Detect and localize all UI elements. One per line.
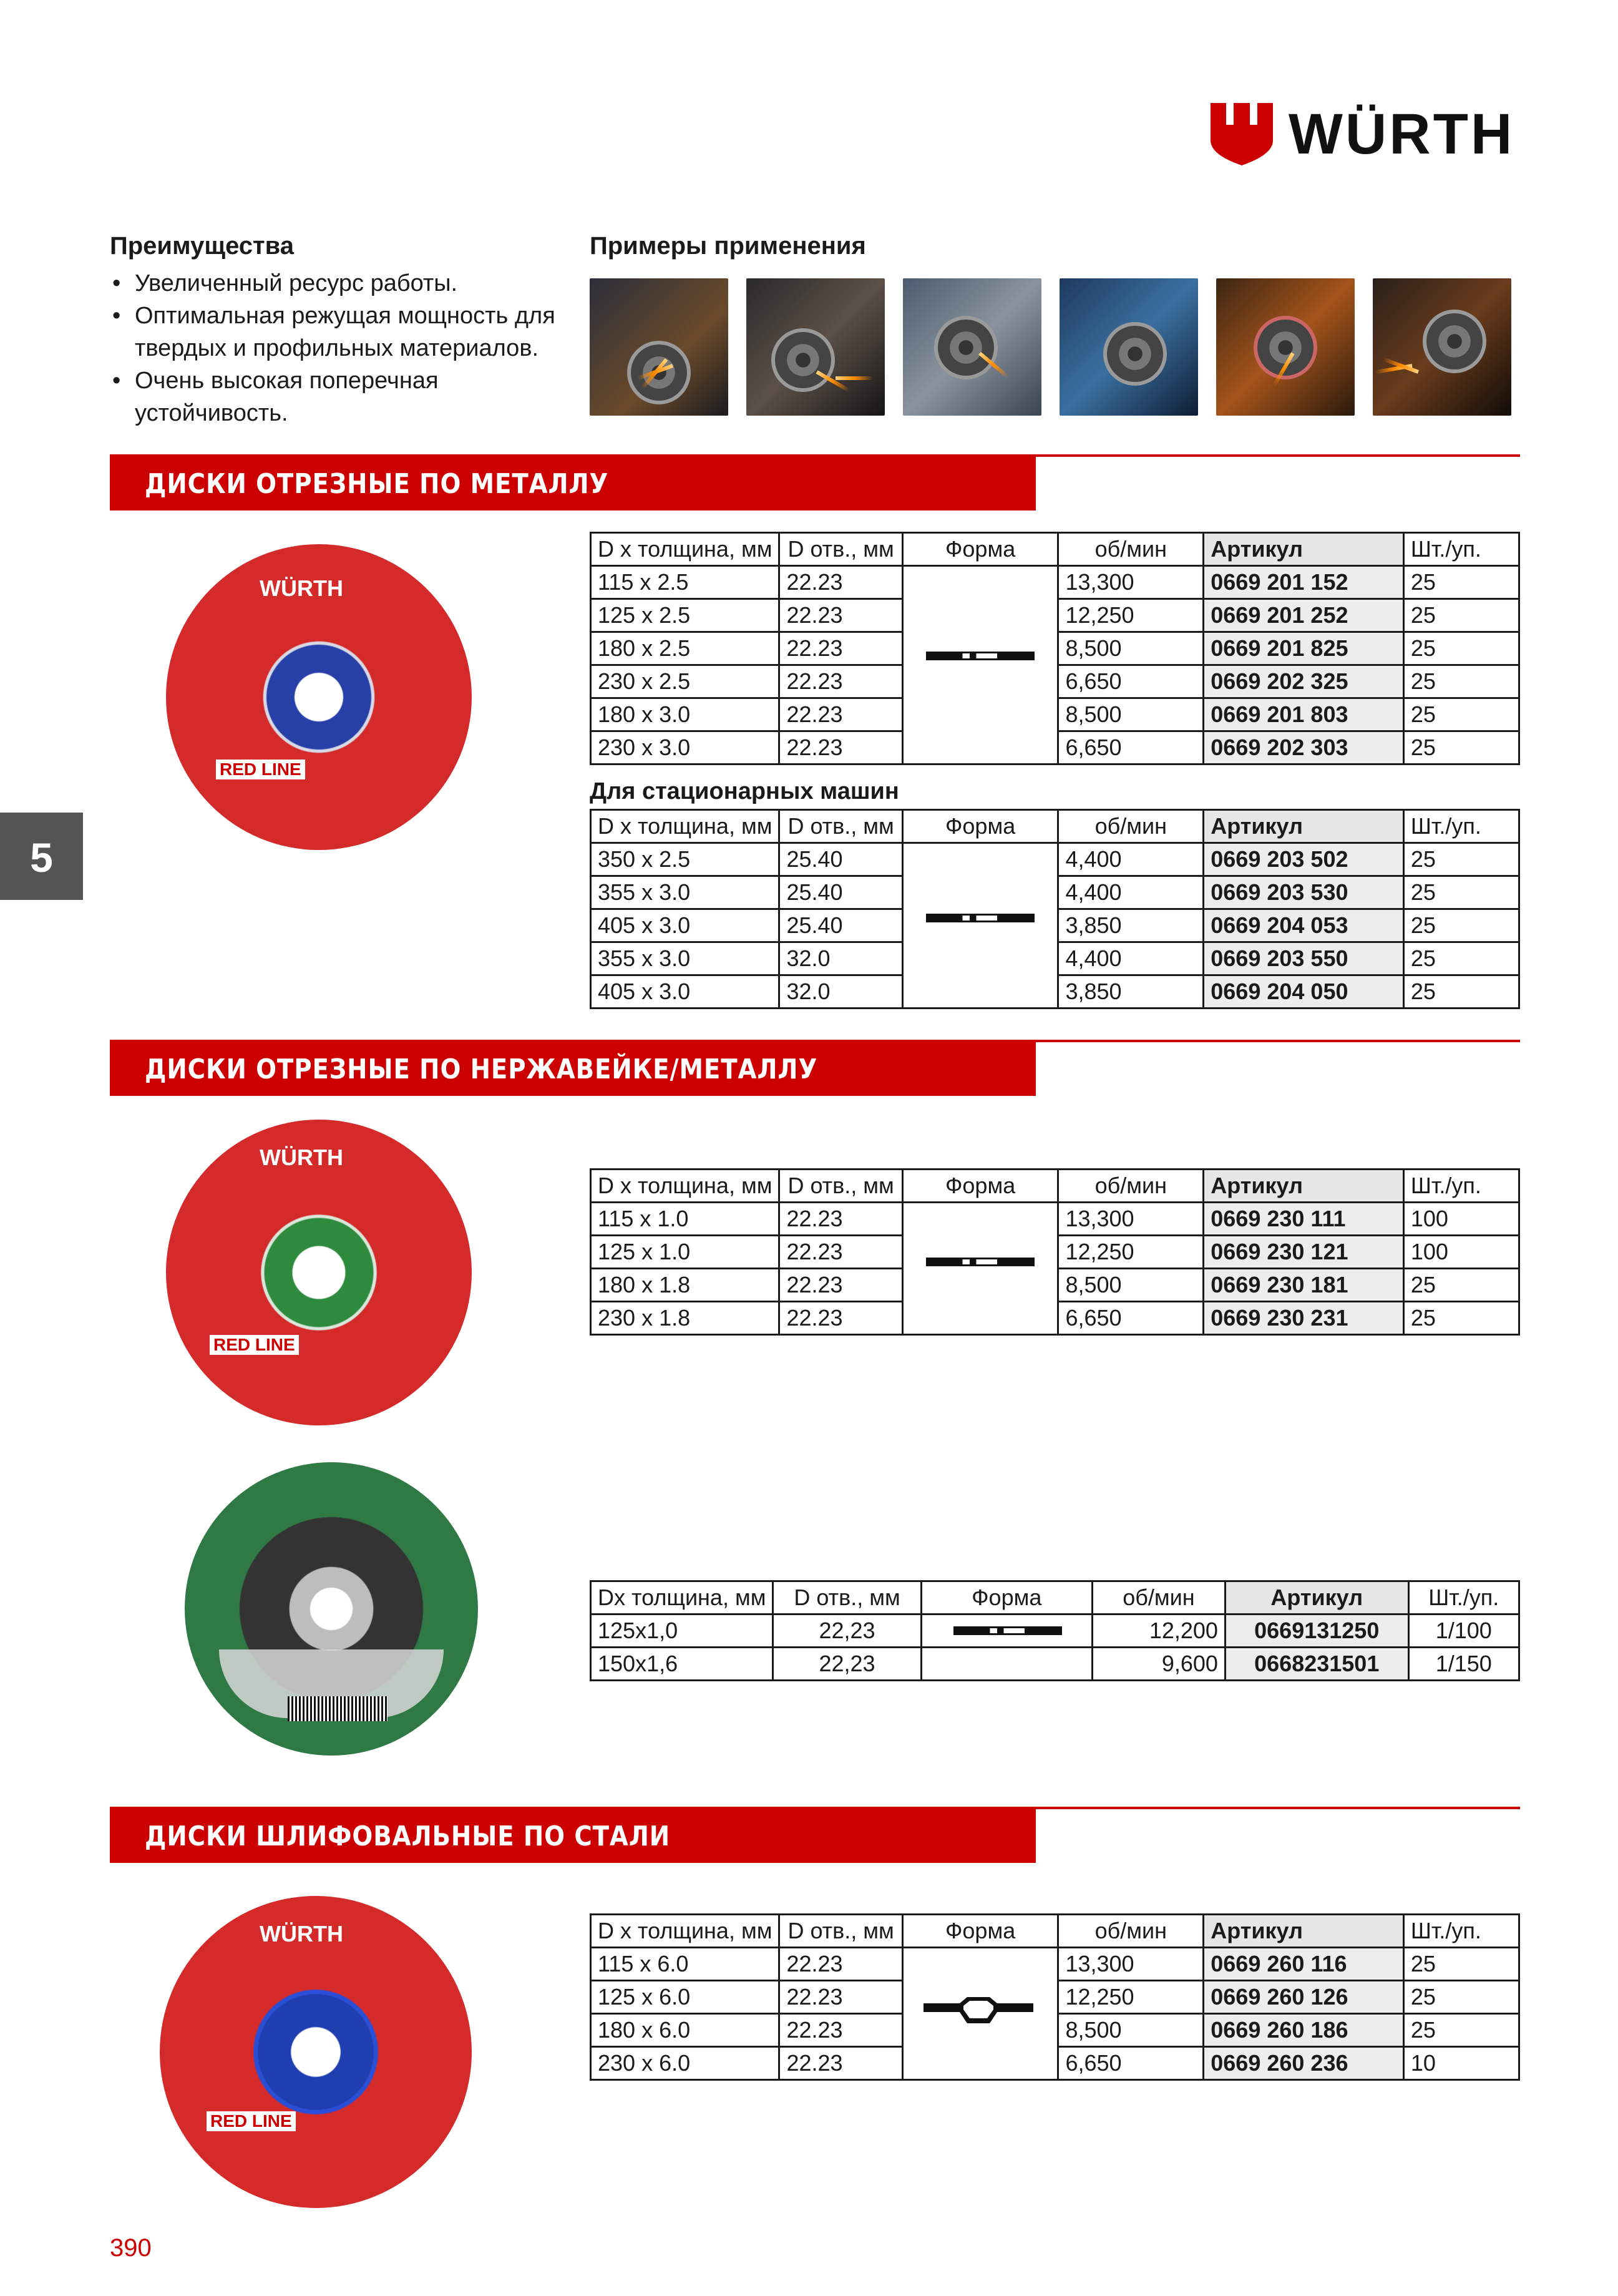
disc-profile-flat-icon: [926, 914, 1035, 922]
col-header-art: Артикул: [1204, 1915, 1404, 1948]
table-row: [591, 1203, 1519, 1236]
application-photo-1: [590, 278, 728, 416]
cell-qty: 25: [1403, 731, 1519, 765]
cell-rpm: 6,650: [1058, 665, 1204, 698]
section-title: ДИСКИ ШЛИФОВАЛЬНЫЕ ПО СТАЛИ: [145, 1820, 671, 1852]
inox-disc-table-2: [590, 1580, 1520, 1681]
col-header-form: Форма: [902, 810, 1058, 843]
cell-bore: 32.0: [779, 942, 902, 975]
cell-rpm: 8,500: [1058, 1269, 1204, 1302]
cell-bore: 22.23: [779, 1981, 902, 2014]
application-photo-5: [1216, 278, 1355, 416]
cell-art: 0669 203 530: [1204, 876, 1404, 909]
cell-dim: 350 x 2.5: [591, 843, 779, 876]
disc-brand-label: WÜRTH: [260, 1921, 343, 1947]
col-header-bore: D отв., мм: [779, 1915, 902, 1948]
table-row: [591, 1948, 1519, 1981]
cell-rpm: 6,650: [1058, 731, 1204, 765]
cell-art: 0669 230 231: [1204, 1302, 1404, 1335]
cell-rpm: 13,300: [1058, 566, 1204, 599]
col-header-form: Форма: [902, 533, 1058, 566]
cell-rpm: 12,250: [1058, 599, 1204, 632]
cell-art: 0669 202 303: [1204, 731, 1404, 765]
cell-bore: 22.23: [779, 1948, 902, 1981]
cell-art: 0669131250: [1225, 1615, 1408, 1648]
cell-dim: 230 x 3.0: [591, 731, 779, 765]
cell-art: 0669 260 126: [1204, 1981, 1404, 2014]
col-header-art: Артикул: [1204, 533, 1404, 566]
section-banner-metal: [110, 454, 1036, 510]
cell-art: 0669 201 825: [1204, 632, 1404, 665]
col-header-rpm: об/мин: [1058, 810, 1204, 843]
section-title: ДИСКИ ОТРЕЗНЫЕ ПО МЕТАЛЛУ: [145, 468, 609, 500]
col-header-qty: Шт./уп.: [1403, 1170, 1519, 1203]
cell-bore: 32.0: [779, 975, 902, 1009]
cell-qty: 25: [1403, 942, 1519, 975]
metal-disc-table: [590, 532, 1520, 765]
cell-dim: 405 x 3.0: [591, 909, 779, 942]
cell-qty: 1/100: [1408, 1615, 1519, 1648]
section-banner-inox: [110, 1040, 1036, 1096]
cell-rpm: 4,400: [1058, 843, 1204, 876]
cell-rpm: 4,400: [1058, 876, 1204, 909]
cell-dim: 180 x 6.0: [591, 2014, 779, 2047]
cell-dim: 150x1,6: [591, 1648, 773, 1681]
col-header-form: Форма: [902, 1170, 1058, 1203]
cell-bore: 25.40: [779, 909, 902, 942]
disc-redline-label: RED LINE: [216, 760, 305, 779]
cell-bore: 22.23: [779, 566, 902, 599]
col-header-dim: D x толщина, мм: [591, 1915, 779, 1948]
col-header-rpm: об/мин: [1058, 1170, 1204, 1203]
inox-disc-table: [590, 1168, 1520, 1336]
cell-dim: 355 x 3.0: [591, 942, 779, 975]
cell-art: 0669 204 050: [1204, 975, 1404, 1009]
application-photo-3: [903, 278, 1041, 416]
col-header-art: Артикул: [1225, 1581, 1408, 1615]
cell-dim: 180 x 1.8: [591, 1269, 779, 1302]
cell-dim: 180 x 2.5: [591, 632, 779, 665]
grinding-disc-table: [590, 1913, 1520, 2081]
col-header-dim: Dx толщина, мм: [591, 1581, 773, 1615]
cell-dim: 405 x 3.0: [591, 975, 779, 1009]
table-header-row: [591, 533, 1519, 566]
wurth-logo: [1207, 97, 1519, 172]
cell-qty: 25: [1403, 1269, 1519, 1302]
col-header-bore: D отв., мм: [779, 1170, 902, 1203]
table-row: [591, 566, 1519, 599]
cell-dim: 115 x 2.5: [591, 566, 779, 599]
cell-rpm: 8,500: [1058, 632, 1204, 665]
cell-qty: 25: [1403, 909, 1519, 942]
col-header-form: Форма: [921, 1581, 1092, 1615]
cell-rpm: 8,500: [1058, 698, 1204, 731]
table-header-row: [591, 1915, 1519, 1948]
cell-qty: 25: [1403, 975, 1519, 1009]
cell-art: 0669 260 116: [1204, 1948, 1404, 1981]
application-photo-2: [746, 278, 885, 416]
cell-qty: 25: [1403, 2014, 1519, 2047]
cell-art: 0669 230 111: [1204, 1203, 1404, 1236]
disc-brand-label: WÜRTH: [260, 1145, 343, 1170]
wurth-logo-icon: [1207, 100, 1276, 169]
cell-form: [902, 843, 1058, 1009]
cell-art: 0669 201 803: [1204, 698, 1404, 731]
cell-qty: 25: [1403, 632, 1519, 665]
application-photo-6: [1373, 278, 1511, 416]
cell-bore: 22.23: [779, 632, 902, 665]
advantage-item: • Очень высокая поперечная устойчивость.: [110, 364, 572, 429]
cell-rpm: 6,650: [1058, 1302, 1204, 1335]
col-header-qty: Шт./уп.: [1408, 1581, 1519, 1615]
cell-bore: 25.40: [779, 876, 902, 909]
col-header-dim: D x толщина, мм: [591, 810, 779, 843]
cell-rpm: 12,250: [1058, 1236, 1204, 1269]
application-photo-4: [1060, 278, 1198, 416]
section-rule: [1036, 1040, 1520, 1042]
cell-art: 0669 203 550: [1204, 942, 1404, 975]
cell-rpm: 6,650: [1058, 2047, 1204, 2080]
cell-bore: 22.23: [779, 698, 902, 731]
cell-form: [902, 566, 1058, 765]
barcode-icon: [288, 1696, 387, 1721]
cell-rpm: 12,200: [1092, 1615, 1225, 1648]
advantages-title: Преимущества: [110, 232, 294, 260]
advantage-item: • Оптимальная режущая мощность для твердых и профильных материалов.: [110, 300, 572, 364]
cell-bore: 22.23: [779, 2047, 902, 2080]
cell-bore: 22.23: [779, 2014, 902, 2047]
cell-qty: 25: [1403, 599, 1519, 632]
advantage-item: • Увеличенный ресурс работы.: [110, 267, 572, 300]
cell-art: 0668231501: [1225, 1648, 1408, 1681]
cell-rpm: 3,850: [1058, 909, 1204, 942]
cutting-disc-green-image: [185, 1462, 478, 1756]
col-header-bore: D отв., мм: [779, 810, 902, 843]
section-rule: [1036, 454, 1520, 457]
disc-profile-flat-icon: [926, 652, 1035, 660]
chapter-number: 5: [30, 834, 53, 881]
col-header-rpm: об/мин: [1058, 533, 1204, 566]
cell-dim: 125 x 6.0: [591, 1981, 779, 2014]
cutting-disc-inox-image: [166, 1120, 472, 1425]
col-header-form: Форма: [902, 1915, 1058, 1948]
cell-form: [921, 1648, 1092, 1681]
cell-dim: 125x1,0: [591, 1615, 773, 1648]
cell-art: 0669 203 502: [1204, 843, 1404, 876]
table-header-row: [591, 1581, 1519, 1615]
cell-dim: 115 x 6.0: [591, 1948, 779, 1981]
disc-profile-depressed-icon: [922, 1995, 1035, 2026]
grinding-disc-image: [160, 1896, 472, 2208]
cell-qty: 25: [1403, 665, 1519, 698]
cell-qty: 25: [1403, 698, 1519, 731]
col-header-art: Артикул: [1204, 810, 1404, 843]
examples-title: Примеры применения: [590, 232, 866, 260]
cell-art: 0669 230 121: [1204, 1236, 1404, 1269]
advantages-list: [110, 267, 572, 429]
cell-rpm: 4,400: [1058, 942, 1204, 975]
disc-profile-flat-icon: [926, 1258, 1035, 1266]
col-header-bore: D отв., мм: [773, 1581, 921, 1615]
cell-qty: 25: [1403, 1981, 1519, 2014]
col-header-art: Артикул: [1204, 1170, 1404, 1203]
col-header-dim: D x толщина, мм: [591, 533, 779, 566]
col-header-qty: Шт./уп.: [1403, 1915, 1519, 1948]
cell-bore: 22.23: [779, 1269, 902, 1302]
cell-bore: 22.23: [779, 731, 902, 765]
cell-rpm: 13,300: [1058, 1948, 1204, 1981]
table-header-row: [591, 1170, 1519, 1203]
cell-art: 0669 201 252: [1204, 599, 1404, 632]
cell-dim: 125 x 2.5: [591, 599, 779, 632]
cell-form: [921, 1615, 1092, 1648]
cell-dim: 355 x 3.0: [591, 876, 779, 909]
cell-bore: 22.23: [779, 1203, 902, 1236]
cell-dim: 230 x 1.8: [591, 1302, 779, 1335]
cell-art: 0669 230 181: [1204, 1269, 1404, 1302]
cell-dim: 180 x 3.0: [591, 698, 779, 731]
table-row: [591, 1648, 1519, 1681]
cell-art: 0669 260 186: [1204, 2014, 1404, 2047]
cell-art: 0669 204 053: [1204, 909, 1404, 942]
cutting-disc-metal-image: [166, 544, 472, 850]
table-header-row: [591, 810, 1519, 843]
col-header-bore: D отв., мм: [779, 533, 902, 566]
stationary-subtitle: Для стационарных машин: [590, 778, 899, 804]
cell-rpm: 8,500: [1058, 2014, 1204, 2047]
disc-profile-flat-icon: [953, 1626, 1062, 1635]
cell-bore: 22.23: [779, 599, 902, 632]
cell-art: 0669 260 236: [1204, 2047, 1404, 2080]
cell-qty: 100: [1403, 1236, 1519, 1269]
cell-rpm: 3,850: [1058, 975, 1204, 1009]
cell-qty: 25: [1403, 1948, 1519, 1981]
cell-qty: 10: [1403, 2047, 1519, 2080]
cell-dim: 230 x 2.5: [591, 665, 779, 698]
cell-qty: 1/150: [1408, 1648, 1519, 1681]
cell-bore: 22.23: [779, 1302, 902, 1335]
cell-form: [902, 1948, 1058, 2080]
cell-rpm: 13,300: [1058, 1203, 1204, 1236]
cell-rpm: 9,600: [1092, 1648, 1225, 1681]
cell-bore: 22,23: [773, 1615, 921, 1648]
cell-qty: 100: [1403, 1203, 1519, 1236]
col-header-qty: Шт./уп.: [1403, 810, 1519, 843]
cell-art: 0669 201 152: [1204, 566, 1404, 599]
table-row: [591, 1615, 1519, 1648]
section-title: ДИСКИ ОТРЕЗНЫЕ ПО НЕРЖАВЕЙКЕ/МЕТАЛЛУ: [145, 1053, 818, 1085]
page-number: 390: [110, 2234, 152, 2262]
col-header-dim: D x толщина, мм: [591, 1170, 779, 1203]
logo-wordmark: WÜRTH: [1289, 102, 1515, 166]
cell-rpm: 12,250: [1058, 1981, 1204, 2014]
chapter-tab: [0, 813, 83, 900]
section-rule: [1036, 1807, 1520, 1809]
cell-qty: 25: [1403, 843, 1519, 876]
cell-dim: 125 x 1.0: [591, 1236, 779, 1269]
col-header-rpm: об/мин: [1058, 1915, 1204, 1948]
cell-bore: 25.40: [779, 843, 902, 876]
cell-bore: 22,23: [773, 1648, 921, 1681]
cell-bore: 22.23: [779, 1236, 902, 1269]
disc-redline-label: RED LINE: [207, 2111, 296, 2131]
cell-dim: 230 x 6.0: [591, 2047, 779, 2080]
cell-dim: 115 x 1.0: [591, 1203, 779, 1236]
cell-qty: 25: [1403, 1302, 1519, 1335]
cell-art: 0669 202 325: [1204, 665, 1404, 698]
cell-form: [902, 1203, 1058, 1335]
cell-qty: 25: [1403, 566, 1519, 599]
section-banner-grinding: [110, 1807, 1036, 1863]
cell-bore: 22.23: [779, 665, 902, 698]
table-row: [591, 843, 1519, 876]
disc-brand-label: WÜRTH: [260, 575, 343, 601]
cell-qty: 25: [1403, 876, 1519, 909]
col-header-qty: Шт./уп.: [1403, 533, 1519, 566]
stationary-disc-table: [590, 809, 1520, 1009]
disc-redline-label: RED LINE: [210, 1335, 299, 1355]
col-header-rpm: об/мин: [1092, 1581, 1225, 1615]
